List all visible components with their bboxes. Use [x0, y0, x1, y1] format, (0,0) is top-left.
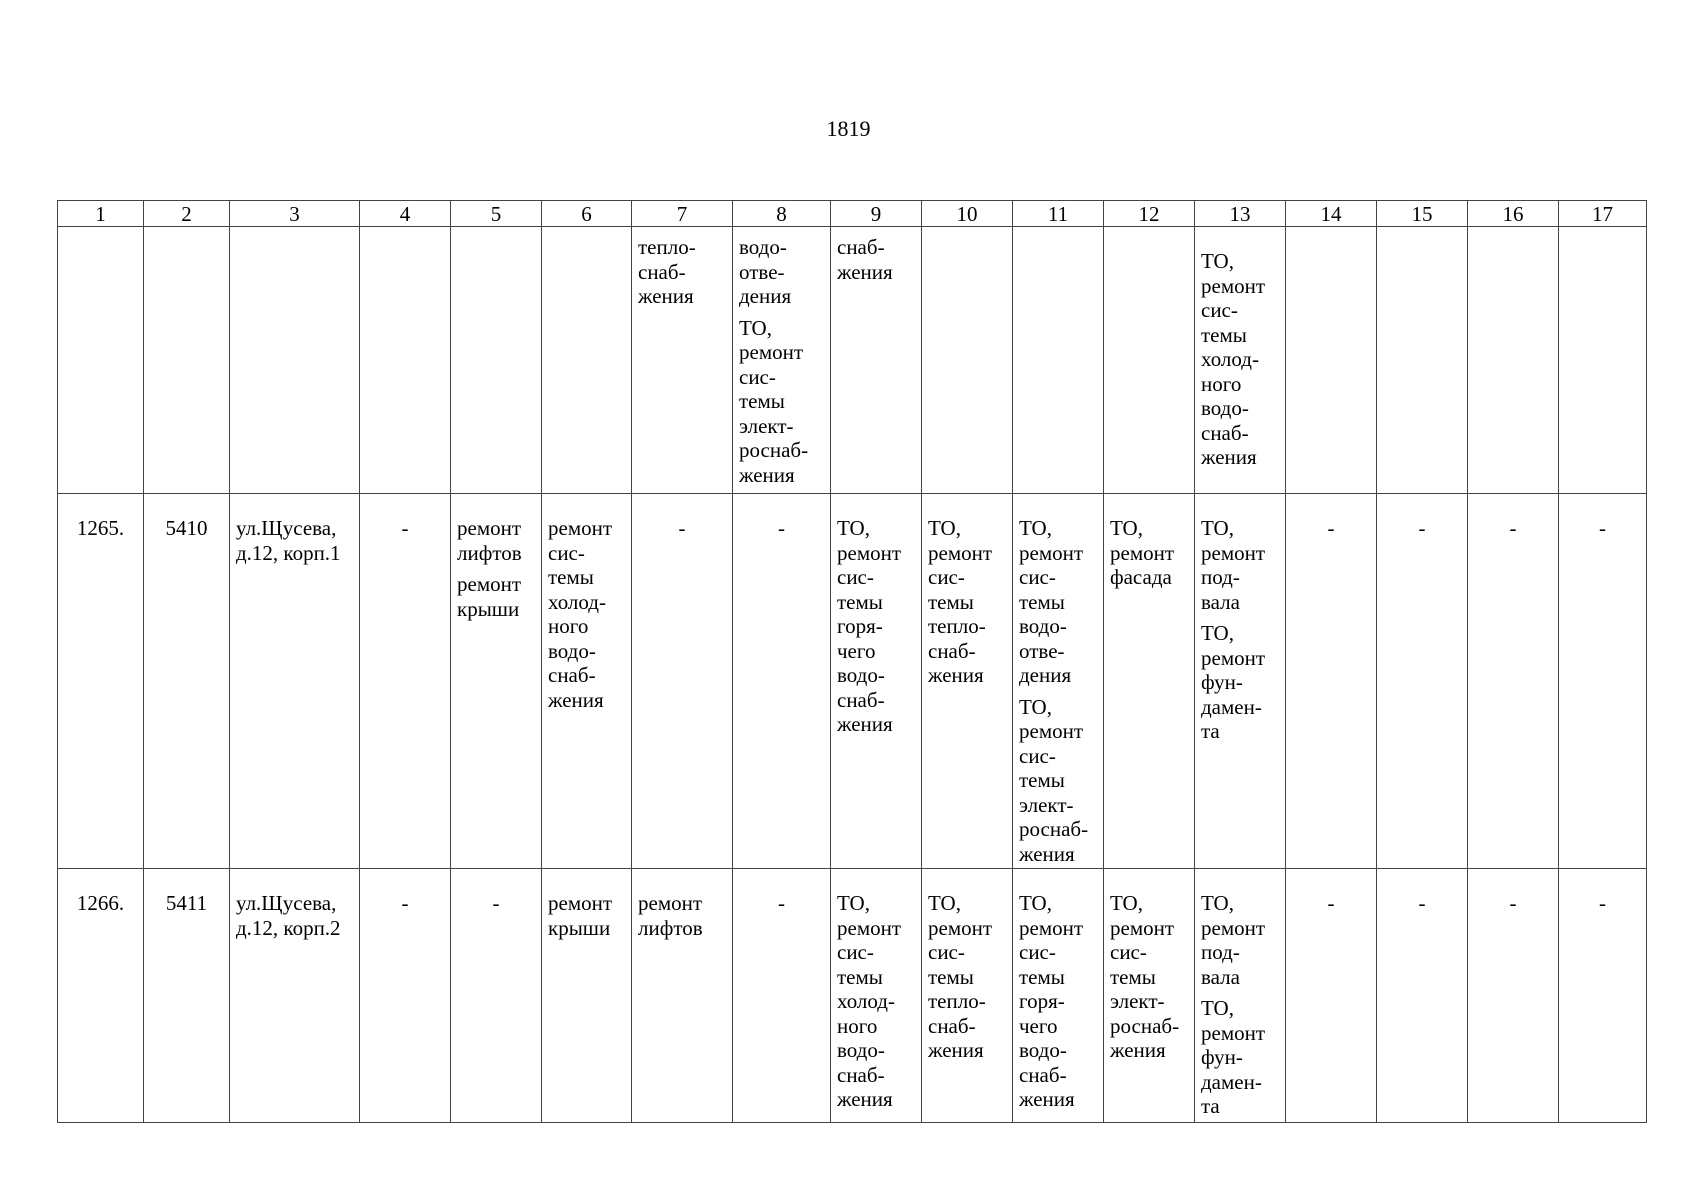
- row-number: 1266.: [76, 891, 125, 915]
- text-line: ремонт: [638, 891, 703, 915]
- text-line: жения: [739, 462, 795, 487]
- header-cell: 2: [144, 201, 230, 227]
- header-cell: 10: [922, 201, 1013, 227]
- text-line: ремонт: [837, 915, 902, 940]
- text-line: водо-: [837, 1038, 885, 1062]
- text-line: ремонт: [1201, 645, 1266, 670]
- text-line: ремонт: [457, 572, 522, 596]
- text-line: ТО,: [837, 516, 870, 540]
- text-line: холод-: [548, 589, 606, 614]
- cell-col11: [1013, 494, 1103, 866]
- cell-empty: [58, 227, 144, 494]
- text-line: ремонт: [739, 340, 804, 364]
- cell-empty: [1286, 227, 1377, 494]
- text-line: жения: [548, 687, 604, 712]
- text-line: жения: [1110, 1038, 1166, 1062]
- cell-col9: [831, 494, 921, 737]
- text-line: горя-: [1019, 989, 1065, 1013]
- cell-empty: [1559, 227, 1647, 494]
- text-line: ремонт: [548, 891, 613, 915]
- cell-empty: [360, 227, 451, 494]
- row-code: 5410: [165, 516, 208, 540]
- text-line: темы: [1201, 322, 1247, 347]
- text-line: ТО,: [1019, 694, 1052, 719]
- table-row: [58, 494, 1647, 869]
- text-line: снаб-: [837, 235, 885, 259]
- cell-col8: [733, 227, 831, 494]
- text-line: водо-: [837, 663, 885, 687]
- text-line: сис-: [1110, 940, 1147, 964]
- cell-empty: [230, 227, 360, 494]
- text-line: роснаб-: [739, 438, 809, 462]
- cell-col7: [632, 227, 733, 494]
- paragraph: [739, 235, 826, 309]
- cell-col13: [1195, 494, 1285, 744]
- text-line: фун-: [1201, 670, 1243, 694]
- text-line: тепло-: [928, 989, 986, 1013]
- text-line: жения: [1019, 841, 1075, 866]
- header-cell: 13: [1195, 201, 1286, 227]
- text-line: жения: [638, 284, 694, 308]
- text-line: отве-: [739, 259, 785, 284]
- paragraph: [1201, 249, 1281, 470]
- text-line: темы: [837, 589, 883, 614]
- paragraph: [1019, 695, 1099, 867]
- paragraph: [1201, 891, 1281, 989]
- header-cell: 5: [451, 201, 542, 227]
- header-row: [58, 201, 1647, 227]
- cell-col14: -: [1327, 891, 1335, 915]
- continuation-row: [58, 227, 1647, 494]
- text-line: ного: [1201, 371, 1242, 396]
- cell-col9: [831, 869, 921, 1112]
- text-line: холод-: [837, 989, 895, 1013]
- header-cell: 16: [1468, 201, 1559, 227]
- row-address: [230, 494, 359, 565]
- cell-empty: [1104, 227, 1195, 494]
- paragraph: [1019, 516, 1099, 688]
- text-line: сис-: [1201, 298, 1238, 322]
- text-line: снаб-: [837, 687, 885, 712]
- text-line: жения: [837, 712, 893, 736]
- text-line: ТО,: [928, 891, 961, 915]
- text-line: под-: [1201, 940, 1240, 964]
- cell-col11: [1013, 869, 1103, 1112]
- cell-col15: -: [1418, 891, 1426, 915]
- text-line: ТО,: [739, 315, 772, 340]
- cell-empty: [451, 227, 542, 494]
- text-line: водо-: [739, 235, 787, 259]
- text-line: чего: [837, 638, 876, 663]
- text-line: ТО,: [1201, 891, 1234, 915]
- text-line: жения: [837, 259, 893, 284]
- header-cell: 17: [1559, 201, 1647, 227]
- text-line: ТО,: [1201, 621, 1234, 645]
- paragraph: [457, 516, 537, 565]
- text-line: сис-: [1019, 940, 1056, 964]
- text-line: сис-: [1019, 743, 1056, 768]
- text-line: сис-: [928, 940, 965, 964]
- paragraph: [1201, 621, 1281, 744]
- text-line: ремонт: [1201, 540, 1266, 565]
- text-line: отве-: [1019, 638, 1065, 663]
- text-line: водо-: [1019, 614, 1067, 638]
- text-line: снаб-: [928, 638, 976, 663]
- text-line: снаб-: [638, 259, 686, 284]
- header-cell: 3: [230, 201, 360, 227]
- table-row: [58, 869, 1647, 1123]
- text-line: ул.Щусева,: [236, 516, 337, 540]
- cell-col7: -: [678, 516, 686, 540]
- paragraph: [928, 516, 1008, 688]
- row-number: 1265.: [76, 516, 125, 540]
- text-line: ТО,: [928, 516, 961, 540]
- text-line: ремонт: [548, 516, 613, 540]
- text-line: фун-: [1201, 1045, 1243, 1069]
- paragraph: [1201, 516, 1281, 614]
- text-line: ремонт: [1019, 915, 1084, 940]
- text-line: ремонт: [928, 915, 993, 940]
- text-line: ТО,: [1201, 516, 1234, 540]
- cell-col5: -: [492, 891, 500, 915]
- text-line: снаб-: [548, 663, 596, 687]
- text-line: ремонт: [1110, 915, 1175, 940]
- text-line: крыши: [548, 915, 611, 940]
- header-cell: 6: [542, 201, 632, 227]
- text-line: темы: [1019, 964, 1065, 989]
- cell-col6: [542, 869, 631, 940]
- header-cell: 9: [831, 201, 922, 227]
- text-line: темы: [1019, 768, 1065, 792]
- text-line: ремонт: [928, 540, 993, 565]
- works-table: [57, 200, 1647, 1123]
- text-line: тепло-: [638, 235, 696, 259]
- text-line: ремонт: [1019, 719, 1084, 743]
- header-cell: 7: [632, 201, 733, 227]
- text-line: ремонт: [837, 540, 902, 565]
- text-line: жения: [928, 1038, 984, 1062]
- paragraph: [928, 891, 1008, 1063]
- paragraph: [1201, 996, 1281, 1119]
- text-line: под-: [1201, 565, 1240, 589]
- header-cell: 14: [1286, 201, 1377, 227]
- text-line: ТО,: [1201, 996, 1234, 1020]
- text-line: тепло-: [928, 614, 986, 638]
- text-line: дамен-: [1201, 694, 1262, 719]
- text-line: ТО,: [1110, 891, 1143, 915]
- paragraph: [457, 572, 537, 621]
- paragraph: [638, 235, 728, 309]
- text-line: элект-: [1019, 792, 1074, 817]
- cell-col12: [1104, 869, 1194, 1063]
- paragraph: [837, 516, 917, 737]
- cell-col7: [632, 869, 732, 940]
- cell-col5: [451, 494, 541, 621]
- cell-col16: -: [1509, 891, 1517, 915]
- text-line: сис-: [739, 364, 776, 389]
- text-line: жения: [1019, 1087, 1075, 1111]
- text-line: горя-: [837, 614, 883, 638]
- cell-col4: -: [401, 891, 409, 915]
- cell-empty: [1468, 227, 1559, 494]
- cell-empty: [144, 227, 230, 494]
- header-cell: 12: [1104, 201, 1195, 227]
- text-line: д.12, корп.1: [236, 540, 341, 565]
- cell-empty: [542, 227, 632, 494]
- text-line: лифтов: [457, 540, 522, 565]
- cell-col13: [1195, 869, 1285, 1119]
- text-line: роснаб-: [1019, 817, 1089, 841]
- text-line: дения: [1019, 663, 1072, 687]
- text-line: сис-: [1019, 565, 1056, 589]
- text-line: темы: [837, 964, 883, 989]
- text-line: ТО,: [1019, 891, 1052, 915]
- cell-col17: -: [1599, 891, 1606, 915]
- cell-col8: -: [778, 891, 785, 915]
- cell-col8: -: [778, 516, 785, 540]
- text-line: элект-: [1110, 989, 1165, 1013]
- text-line: темы: [739, 389, 785, 413]
- paragraph: [548, 516, 627, 712]
- text-line: лифтов: [638, 915, 703, 940]
- cell-col17: -: [1599, 516, 1606, 540]
- text-line: крыши: [457, 596, 520, 621]
- row-address: [230, 869, 359, 940]
- paragraph: [837, 891, 917, 1112]
- text-line: ТО,: [1201, 249, 1234, 273]
- header-cell: 1: [58, 201, 144, 227]
- cell-col10: [922, 869, 1012, 1063]
- header-cell: 4: [360, 201, 451, 227]
- text-line: дения: [739, 284, 792, 308]
- cell-col16: -: [1509, 516, 1517, 540]
- paragraph: [1110, 891, 1190, 1063]
- text-line: холод-: [1201, 347, 1259, 371]
- text-line: та: [1201, 719, 1220, 743]
- text-line: ремонт: [1201, 1020, 1266, 1045]
- cell-col6: [542, 494, 631, 712]
- text-line: роснаб-: [1110, 1013, 1180, 1038]
- text-line: ремонт: [457, 516, 522, 540]
- page-number: 1819: [826, 116, 871, 141]
- paragraph: [1110, 516, 1190, 590]
- text-line: сис-: [837, 940, 874, 964]
- header-cell: 8: [733, 201, 831, 227]
- text-line: ремонт: [1110, 540, 1175, 565]
- text-line: водо-: [1019, 1038, 1067, 1062]
- text-line: чего: [1019, 1013, 1058, 1038]
- paragraph: [739, 316, 826, 488]
- cell-col10: [922, 494, 1012, 688]
- text-line: ул.Щусева,: [236, 891, 337, 915]
- text-line: фасада: [1110, 565, 1172, 589]
- text-line: жения: [837, 1087, 893, 1111]
- paragraph: [1019, 891, 1099, 1112]
- text-line: водо-: [1201, 396, 1249, 420]
- text-line: темы: [1110, 964, 1156, 989]
- text-line: д.12, корп.2: [236, 915, 341, 940]
- text-line: темы: [928, 589, 974, 614]
- text-line: ного: [548, 614, 589, 638]
- text-line: ТО,: [837, 891, 870, 915]
- text-line: жения: [1201, 445, 1257, 469]
- text-line: та: [1201, 1094, 1220, 1118]
- text-line: ремонт: [1019, 540, 1084, 565]
- cell-col14: -: [1327, 516, 1335, 540]
- row-code: 5411: [165, 891, 208, 915]
- cell-col13: [1195, 227, 1286, 494]
- cell-col15: -: [1418, 516, 1426, 540]
- cell-col12: [1104, 494, 1194, 590]
- text-line: темы: [928, 964, 974, 989]
- cell-empty: [1013, 227, 1104, 494]
- text-line: сис-: [837, 565, 874, 589]
- text-line: ремонт: [1201, 915, 1266, 940]
- header-cell: 15: [1377, 201, 1468, 227]
- paragraph: [837, 235, 917, 284]
- text-line: снаб-: [1201, 420, 1249, 445]
- text-line: ТО,: [1019, 516, 1052, 540]
- text-line: снаб-: [1019, 1062, 1067, 1087]
- text-line: элект-: [739, 413, 794, 438]
- text-line: сис-: [548, 540, 585, 565]
- text-line: вала: [1201, 589, 1240, 614]
- text-line: снаб-: [928, 1013, 976, 1038]
- cell-col4: -: [401, 516, 409, 540]
- text-line: вала: [1201, 964, 1240, 989]
- text-line: ТО,: [1110, 516, 1143, 540]
- text-line: ного: [837, 1013, 878, 1038]
- paragraph: [548, 891, 627, 940]
- text-line: темы: [1019, 589, 1065, 614]
- header-cell: 11: [1013, 201, 1104, 227]
- text-line: жения: [928, 663, 984, 687]
- text-line: дамен-: [1201, 1069, 1262, 1094]
- text-line: водо-: [548, 638, 596, 663]
- cell-col9: [831, 227, 922, 494]
- text-line: сис-: [928, 565, 965, 589]
- text-line: снаб-: [837, 1062, 885, 1087]
- text-line: ремонт: [1201, 273, 1266, 298]
- cell-empty: [1377, 227, 1468, 494]
- cell-empty: [922, 227, 1013, 494]
- text-line: темы: [548, 565, 594, 589]
- paragraph: [638, 891, 728, 940]
